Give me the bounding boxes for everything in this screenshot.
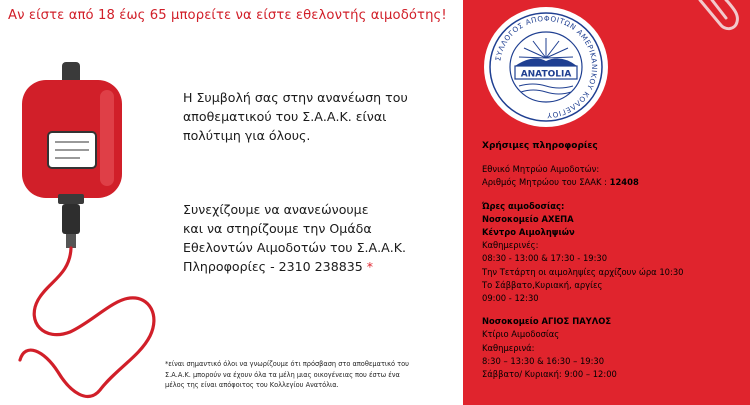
info-phone-line: Πληροφορίες - 2310 238835	[183, 259, 363, 274]
heart-tube	[20, 248, 154, 397]
hospital2-weekdays-label: Καθημερινά:	[482, 342, 535, 353]
message-contribution: Η Συμβολή σας στην ανανέωση του αποθεματικού του Σ.Α.Α.Κ. είναι πολύτιμη για όλους.	[183, 90, 408, 143]
hours-title: Ώρες αιμοδοσίας:	[482, 200, 565, 211]
blood-bag-illustration	[0, 60, 165, 405]
message-continue: Συνεχίζουμε να ανανεώνουμε και να στηρίζουμε την Ομάδα Εθελοντών Αιμοδοτών του Σ.Α.Α.Κ. Πληροφορίες - 2310 238835 *	[183, 202, 407, 274]
registry-label: Αριθμός Μητρώου του ΣΑΑΚ :	[482, 177, 610, 188]
association-seal-logo	[483, 6, 609, 128]
seal-ring-text: ΣΥΛΛΟΓΟΣ ΑΠΟΦΟΙΤΩΝ ΑΜΕΡΙΚΑΝΙΚΟΥ ΚΟΛΛΕΓΙΟΥ	[493, 13, 600, 121]
hospital1-center: Κέντρο Αιμοληψιών	[482, 227, 575, 238]
hospital1-weekdays-label: Καθημερινές:	[482, 240, 539, 251]
asterisk-mark: *	[366, 259, 374, 274]
hospital1-weekend: Το Σάββατο,Κυριακή, αργίες	[482, 279, 603, 290]
headline: Αν είστε από 18 έως 65 μπορείτε να είστε εθελοντής αιμοδότης!	[8, 8, 447, 23]
hospital1-hours: 08:30 - 13:00 & 17:30 - 19:30	[482, 253, 608, 264]
hospital2-saturday: Σάββατο/ Κυριακή: 9:00 – 12:00	[482, 369, 617, 380]
footnote: *είναι σημαντικό όλοι να γνωρίζουμε ότι πρόσβαση στο αποθεματικό του Σ.Α.Α.Κ. μπορούν να έχουν όλα τα μέλη μιας οικογένειας που έστω ένα μέλος της είναι απόφοιτος του Κολλεγίου Ανατόλια.	[165, 360, 410, 389]
hospital2-name: Νοσοκομείο ΑΓΙΟΣ ΠΑΥΛΟΣ	[482, 316, 612, 327]
seal-name: ANATOLIA	[520, 69, 572, 80]
info-title: Χρήσιμες πληροφορίες	[482, 141, 598, 151]
hospital2-hours: 8:30 – 13:30 & 16:30 – 19:30	[482, 355, 605, 366]
registry-number: 12408	[609, 177, 639, 188]
paper-clip-icon	[690, 0, 750, 35]
useful-info	[482, 140, 742, 381]
hospital1-name: Νοσοκομείο ΑΧΕΠΑ	[482, 213, 574, 224]
hospital1-weekend-hours: 09:00 - 12:30	[482, 293, 539, 304]
hospital2-building: Κτίριο Αιμοδοσίας	[482, 329, 560, 340]
registry-line: Εθνικό Μητρώο Αιμοδοτών:	[482, 164, 600, 175]
hospital1-wednesday: Την Τετάρτη οι αιμοληψίες αρχίζουν ώρα 10:30	[482, 266, 684, 277]
